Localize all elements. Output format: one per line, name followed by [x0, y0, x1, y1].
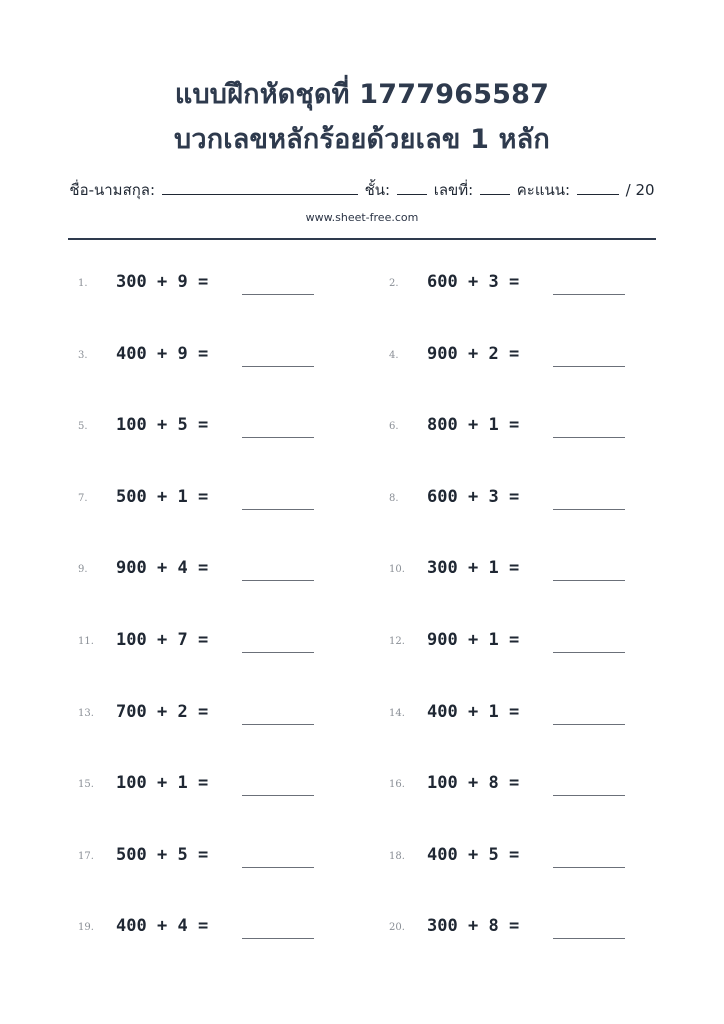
plus-sign: + — [156, 558, 168, 579]
operand-a: 600 — [427, 272, 458, 292]
plus-sign: + — [156, 343, 168, 364]
problem-number: 11. — [78, 636, 94, 647]
problem-item — [78, 336, 408, 376]
number-blank[interactable] — [480, 180, 510, 195]
operand-a: 600 — [427, 486, 458, 507]
score-total: / 20 — [625, 181, 655, 199]
operand-b: 8 — [488, 916, 499, 937]
problem-item — [78, 622, 408, 662]
operand-b: 1 — [488, 630, 499, 650]
problem-item — [389, 622, 719, 662]
operand-a: 100 — [116, 773, 147, 794]
problem-number: 13. — [78, 707, 94, 719]
plus-sign: + — [467, 343, 479, 364]
operand-b: 1 — [488, 701, 499, 722]
operand-a: 100 — [116, 630, 147, 650]
problem-item — [389, 908, 719, 948]
problem-number: 12. — [389, 636, 405, 647]
problem-expression — [427, 558, 519, 578]
problem-expression — [116, 773, 208, 793]
plus-sign: + — [156, 630, 168, 650]
operand-a: 800 — [427, 415, 458, 436]
operand-b: 2 — [177, 701, 188, 722]
plus-sign: + — [156, 415, 168, 436]
problem-number: 19. — [78, 922, 94, 934]
problem-item — [389, 264, 719, 304]
operand-a: 300 — [116, 272, 147, 292]
problem-item — [78, 765, 408, 805]
equals-sign: = — [508, 415, 520, 436]
header-divider — [68, 238, 656, 240]
equals-sign: = — [508, 916, 520, 937]
operand-a: 100 — [116, 415, 147, 436]
answer-blank[interactable] — [242, 724, 314, 725]
problem-expression — [116, 272, 208, 292]
answer-blank[interactable] — [242, 652, 314, 653]
answer-blank[interactable] — [553, 938, 625, 939]
problem-expression — [427, 415, 519, 435]
problem-expression — [427, 845, 519, 865]
operand-a: 900 — [427, 630, 458, 650]
operand-b: 7 — [177, 630, 188, 650]
problem-expression — [116, 702, 208, 722]
problem-expression — [116, 415, 208, 435]
score-blank[interactable] — [577, 180, 619, 195]
plus-sign: + — [156, 486, 168, 507]
problem-number: 8. — [389, 492, 399, 504]
problem-item — [78, 837, 408, 877]
answer-blank[interactable] — [242, 867, 314, 868]
operand-b: 9 — [177, 343, 188, 364]
class-blank[interactable] — [397, 180, 427, 195]
plus-sign: + — [156, 916, 168, 937]
class-label: ชั้น: — [364, 181, 391, 199]
problem-expression — [427, 916, 519, 936]
problem-expression — [427, 344, 519, 364]
operand-b: 4 — [177, 916, 188, 937]
answer-blank[interactable] — [553, 580, 625, 581]
problem-item — [389, 765, 719, 805]
answer-blank[interactable] — [242, 437, 314, 438]
operand-b: 1 — [177, 773, 188, 794]
problem-expression — [427, 702, 519, 722]
equals-sign: = — [508, 343, 520, 364]
operand-b: 5 — [488, 844, 499, 865]
problem-number: 17. — [78, 850, 94, 862]
problem-number: 6. — [389, 421, 399, 433]
answer-blank[interactable] — [242, 509, 314, 510]
operand-b: 4 — [177, 558, 188, 579]
equals-sign: = — [197, 486, 209, 507]
problem-item — [389, 694, 719, 734]
plus-sign: + — [156, 701, 168, 722]
plus-sign: + — [467, 701, 479, 722]
operand-a: 700 — [116, 701, 147, 722]
plus-sign: + — [467, 558, 479, 579]
operand-a: 400 — [427, 844, 458, 865]
equals-sign: = — [508, 486, 520, 507]
problem-expression — [116, 487, 208, 507]
problem-expression — [116, 916, 208, 936]
problem-number: 18. — [389, 850, 405, 862]
equals-sign: = — [508, 272, 520, 292]
problem-expression — [427, 630, 519, 650]
equals-sign: = — [508, 773, 520, 794]
operand-a: 300 — [427, 558, 458, 579]
problem-item — [78, 550, 408, 590]
equals-sign: = — [197, 701, 209, 722]
problem-number: 7. — [78, 492, 88, 504]
name-label: ชื่อ-นามสกุล: — [69, 181, 156, 199]
problem-number: 14. — [389, 707, 405, 719]
equals-sign: = — [508, 630, 520, 650]
operand-a: 500 — [116, 486, 147, 507]
operand-a: 100 — [427, 773, 458, 794]
equals-sign: = — [197, 415, 209, 436]
operand-a: 400 — [116, 916, 147, 937]
worksheet-title: แบบฝึกหัดชุดที่ 1777965587 — [174, 79, 550, 110]
answer-blank[interactable] — [242, 580, 314, 581]
plus-sign: + — [467, 415, 479, 436]
problem-expression — [116, 344, 208, 364]
equals-sign: = — [508, 701, 520, 722]
problem-number: 4. — [389, 349, 399, 361]
equals-sign: = — [197, 272, 209, 292]
operand-a: 900 — [427, 343, 458, 364]
problem-number: 20. — [389, 922, 405, 934]
problem-expression — [427, 272, 519, 292]
equals-sign: = — [197, 916, 209, 937]
equals-sign: = — [197, 558, 209, 579]
problem-item — [389, 336, 719, 376]
answer-blank[interactable] — [242, 366, 314, 367]
problem-expression — [427, 773, 519, 793]
operand-b: 1 — [488, 558, 499, 579]
number-label: เลขที่: — [433, 181, 474, 199]
plus-sign: + — [467, 486, 479, 507]
problem-number: 15. — [78, 779, 94, 791]
equals-sign: = — [197, 773, 209, 794]
answer-blank[interactable] — [553, 795, 625, 796]
operand-a: 500 — [116, 844, 147, 865]
answer-blank[interactable] — [553, 867, 625, 868]
operand-a: 300 — [427, 916, 458, 937]
operand-b: 5 — [177, 844, 188, 865]
operand-b: 8 — [488, 773, 499, 794]
answer-blank[interactable] — [553, 294, 625, 295]
answer-blank[interactable] — [553, 437, 625, 438]
plus-sign: + — [467, 844, 479, 865]
problem-item — [78, 479, 408, 519]
problem-item — [389, 837, 719, 877]
problem-number: 1. — [78, 278, 88, 289]
operand-a: 900 — [116, 558, 147, 579]
problem-number: 9. — [78, 564, 88, 576]
answer-blank[interactable] — [242, 938, 314, 939]
problem-item — [78, 908, 408, 948]
plus-sign: + — [467, 916, 479, 937]
problem-expression — [427, 487, 519, 507]
operand-b: 3 — [488, 272, 499, 292]
operand-b: 5 — [177, 415, 188, 436]
problem-number: 2. — [389, 278, 399, 289]
plus-sign: + — [156, 844, 168, 865]
name-blank[interactable] — [162, 180, 358, 195]
operand-b: 1 — [177, 486, 188, 507]
equals-sign: = — [197, 630, 209, 650]
answer-blank[interactable] — [242, 795, 314, 796]
operand-b: 1 — [488, 415, 499, 436]
plus-sign: + — [156, 272, 168, 292]
answer-blank[interactable] — [553, 509, 625, 510]
worksheet-subtitle: บวกเลขหลักร้อยด้วยเลข 1 หลัก — [174, 124, 550, 155]
problem-item — [389, 479, 719, 519]
operand-b: 3 — [488, 486, 499, 507]
plus-sign: + — [467, 630, 479, 650]
problem-expression — [116, 558, 208, 578]
operand-a: 400 — [427, 701, 458, 722]
score-label: คะแนน: — [516, 181, 571, 199]
operand-a: 400 — [116, 343, 147, 364]
problem-expression — [116, 630, 208, 650]
answer-blank[interactable] — [553, 724, 625, 725]
problem-number: 16. — [389, 779, 405, 791]
problem-number: 3. — [78, 349, 88, 361]
problem-number: 10. — [389, 564, 405, 576]
equals-sign: = — [508, 558, 520, 579]
operand-b: 9 — [177, 272, 188, 292]
problem-item — [389, 407, 719, 447]
website-url: www.sheet-free.com — [305, 211, 419, 224]
problem-item — [389, 550, 719, 590]
plus-sign: + — [156, 773, 168, 794]
problem-number: 5. — [78, 421, 88, 433]
equals-sign: = — [197, 343, 209, 364]
answer-blank[interactable] — [553, 366, 625, 367]
answer-blank[interactable] — [242, 294, 314, 295]
student-info-row — [0, 178, 724, 202]
equals-sign: = — [508, 844, 520, 865]
problem-item — [78, 264, 408, 304]
equals-sign: = — [197, 844, 209, 865]
problem-item — [78, 694, 408, 734]
plus-sign: + — [467, 773, 479, 794]
answer-blank[interactable] — [553, 652, 625, 653]
plus-sign: + — [467, 272, 479, 292]
operand-b: 2 — [488, 343, 499, 364]
problem-expression — [116, 845, 208, 865]
problem-item — [78, 407, 408, 447]
